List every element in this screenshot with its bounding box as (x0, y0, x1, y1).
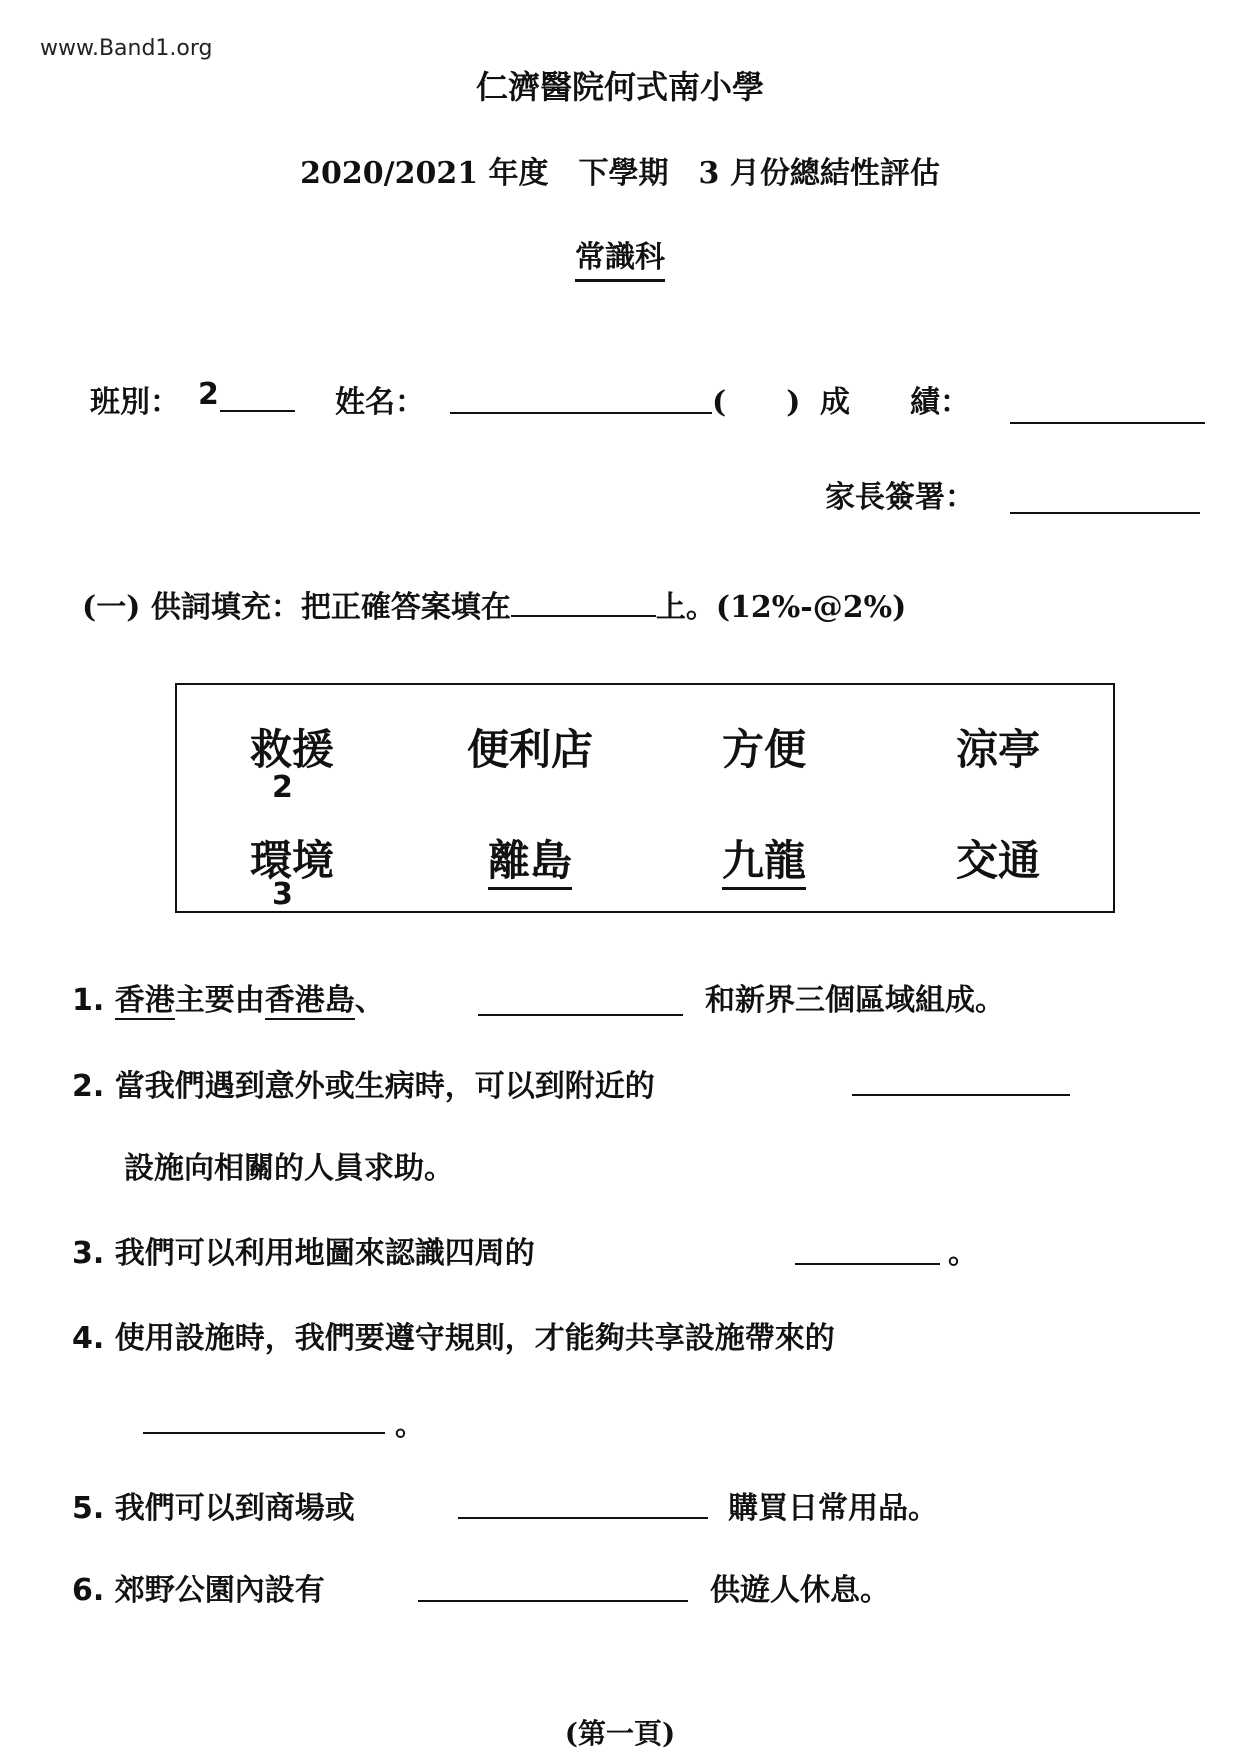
word-bank-item (445, 828, 615, 888)
word-bank-item-text: 離島 (488, 836, 572, 890)
class-label: 班別： (90, 385, 180, 420)
question-4-line-1: 使用設施時，我們要遵守規則，才能夠共享設施帶來的 (114, 1321, 835, 1356)
question-number: 2. (72, 1069, 105, 1104)
subject-label: 常識科 (575, 240, 665, 282)
question-2-line-1: 當我們遇到意外或生病時，可以到附近的 (114, 1069, 655, 1104)
watermark-text: www.Band1.org (40, 36, 213, 61)
school-name: 仁濟醫院何式南小學 (475, 68, 764, 106)
question-3 (72, 1228, 535, 1272)
answer-blank-2[interactable] (852, 1094, 1070, 1096)
question-6-post: 供遊人休息。 (710, 1573, 890, 1608)
parent-signature-label: 家長簽署： (825, 480, 975, 515)
answer-blank-4[interactable] (143, 1432, 385, 1434)
answer-blank-6[interactable] (418, 1600, 688, 1602)
name-field[interactable] (450, 412, 712, 414)
word-bank-item: 救援 (249, 725, 334, 774)
question-6 (72, 1565, 325, 1609)
question-5-pre: 我們可以到商場或 (114, 1491, 355, 1526)
parent-signature-field[interactable] (1010, 512, 1200, 514)
word-bank-item: 環境 (249, 836, 334, 885)
question-2 (72, 1061, 655, 1105)
word-bank-item: 交通 (955, 836, 1040, 885)
handwritten-note: 2 (272, 770, 293, 805)
page-number: (第一頁) (564, 1717, 676, 1750)
word-bank-box (175, 683, 1115, 913)
answer-blank-5[interactable] (458, 1517, 708, 1519)
answer-blank-3[interactable] (795, 1263, 940, 1265)
question-number: 6. (72, 1573, 105, 1608)
question-1-part-b: 主要由 (174, 983, 265, 1018)
name-label: 姓名： (335, 385, 425, 420)
question-5 (72, 1483, 355, 1527)
question-1-part-c: 香港島 (264, 983, 355, 1018)
question-1-part-d: 、 (354, 983, 385, 1018)
question-1-part-a: 香港 (114, 983, 175, 1018)
class-number-label: ( ) (712, 385, 801, 420)
question-4 (72, 1313, 835, 1357)
question-3-end: 。 (948, 1236, 978, 1271)
section-title (82, 582, 906, 626)
question-3-text: 我們可以利用地圖來認識四周的 (114, 1236, 535, 1271)
question-number: 3. (72, 1236, 105, 1271)
handwritten-note: 3 (272, 877, 293, 912)
question-6-pre: 郊野公園內設有 (114, 1573, 325, 1608)
question-number: 1. (72, 983, 105, 1018)
word-bank-item: 便利店 (466, 725, 593, 774)
answer-blank-1[interactable] (478, 1014, 683, 1016)
word-bank-item (679, 828, 849, 888)
class-value: 2 (198, 377, 219, 412)
question-1 (72, 975, 385, 1019)
question-1-end: 和新界三個區域組成。 (705, 983, 1005, 1018)
exam-title: 2020/2021 年度 下學期 3 月份總結性評估 (300, 156, 940, 191)
question-number: 4. (72, 1321, 105, 1356)
word-bank-item: 涼亭 (955, 725, 1040, 774)
question-5-post: 購買日常用品。 (728, 1491, 938, 1526)
subject-title (0, 232, 1240, 276)
section-title-main: (一) 供詞填充：把正確答案填在 (82, 590, 511, 625)
class-field[interactable] (220, 410, 295, 412)
score-label: 成 績： (820, 385, 970, 420)
section-title-suffix: 上。(12%-@2%) (655, 590, 907, 625)
question-4-end: 。 (395, 1408, 425, 1443)
score-field[interactable] (1010, 422, 1205, 424)
word-bank-item-text: 九龍 (722, 836, 806, 890)
question-number: 5. (72, 1491, 105, 1526)
example-blank (511, 615, 656, 617)
word-bank-item: 方便 (721, 725, 806, 774)
question-2-line-2: 設施向相關的人員求助。 (124, 1151, 454, 1186)
